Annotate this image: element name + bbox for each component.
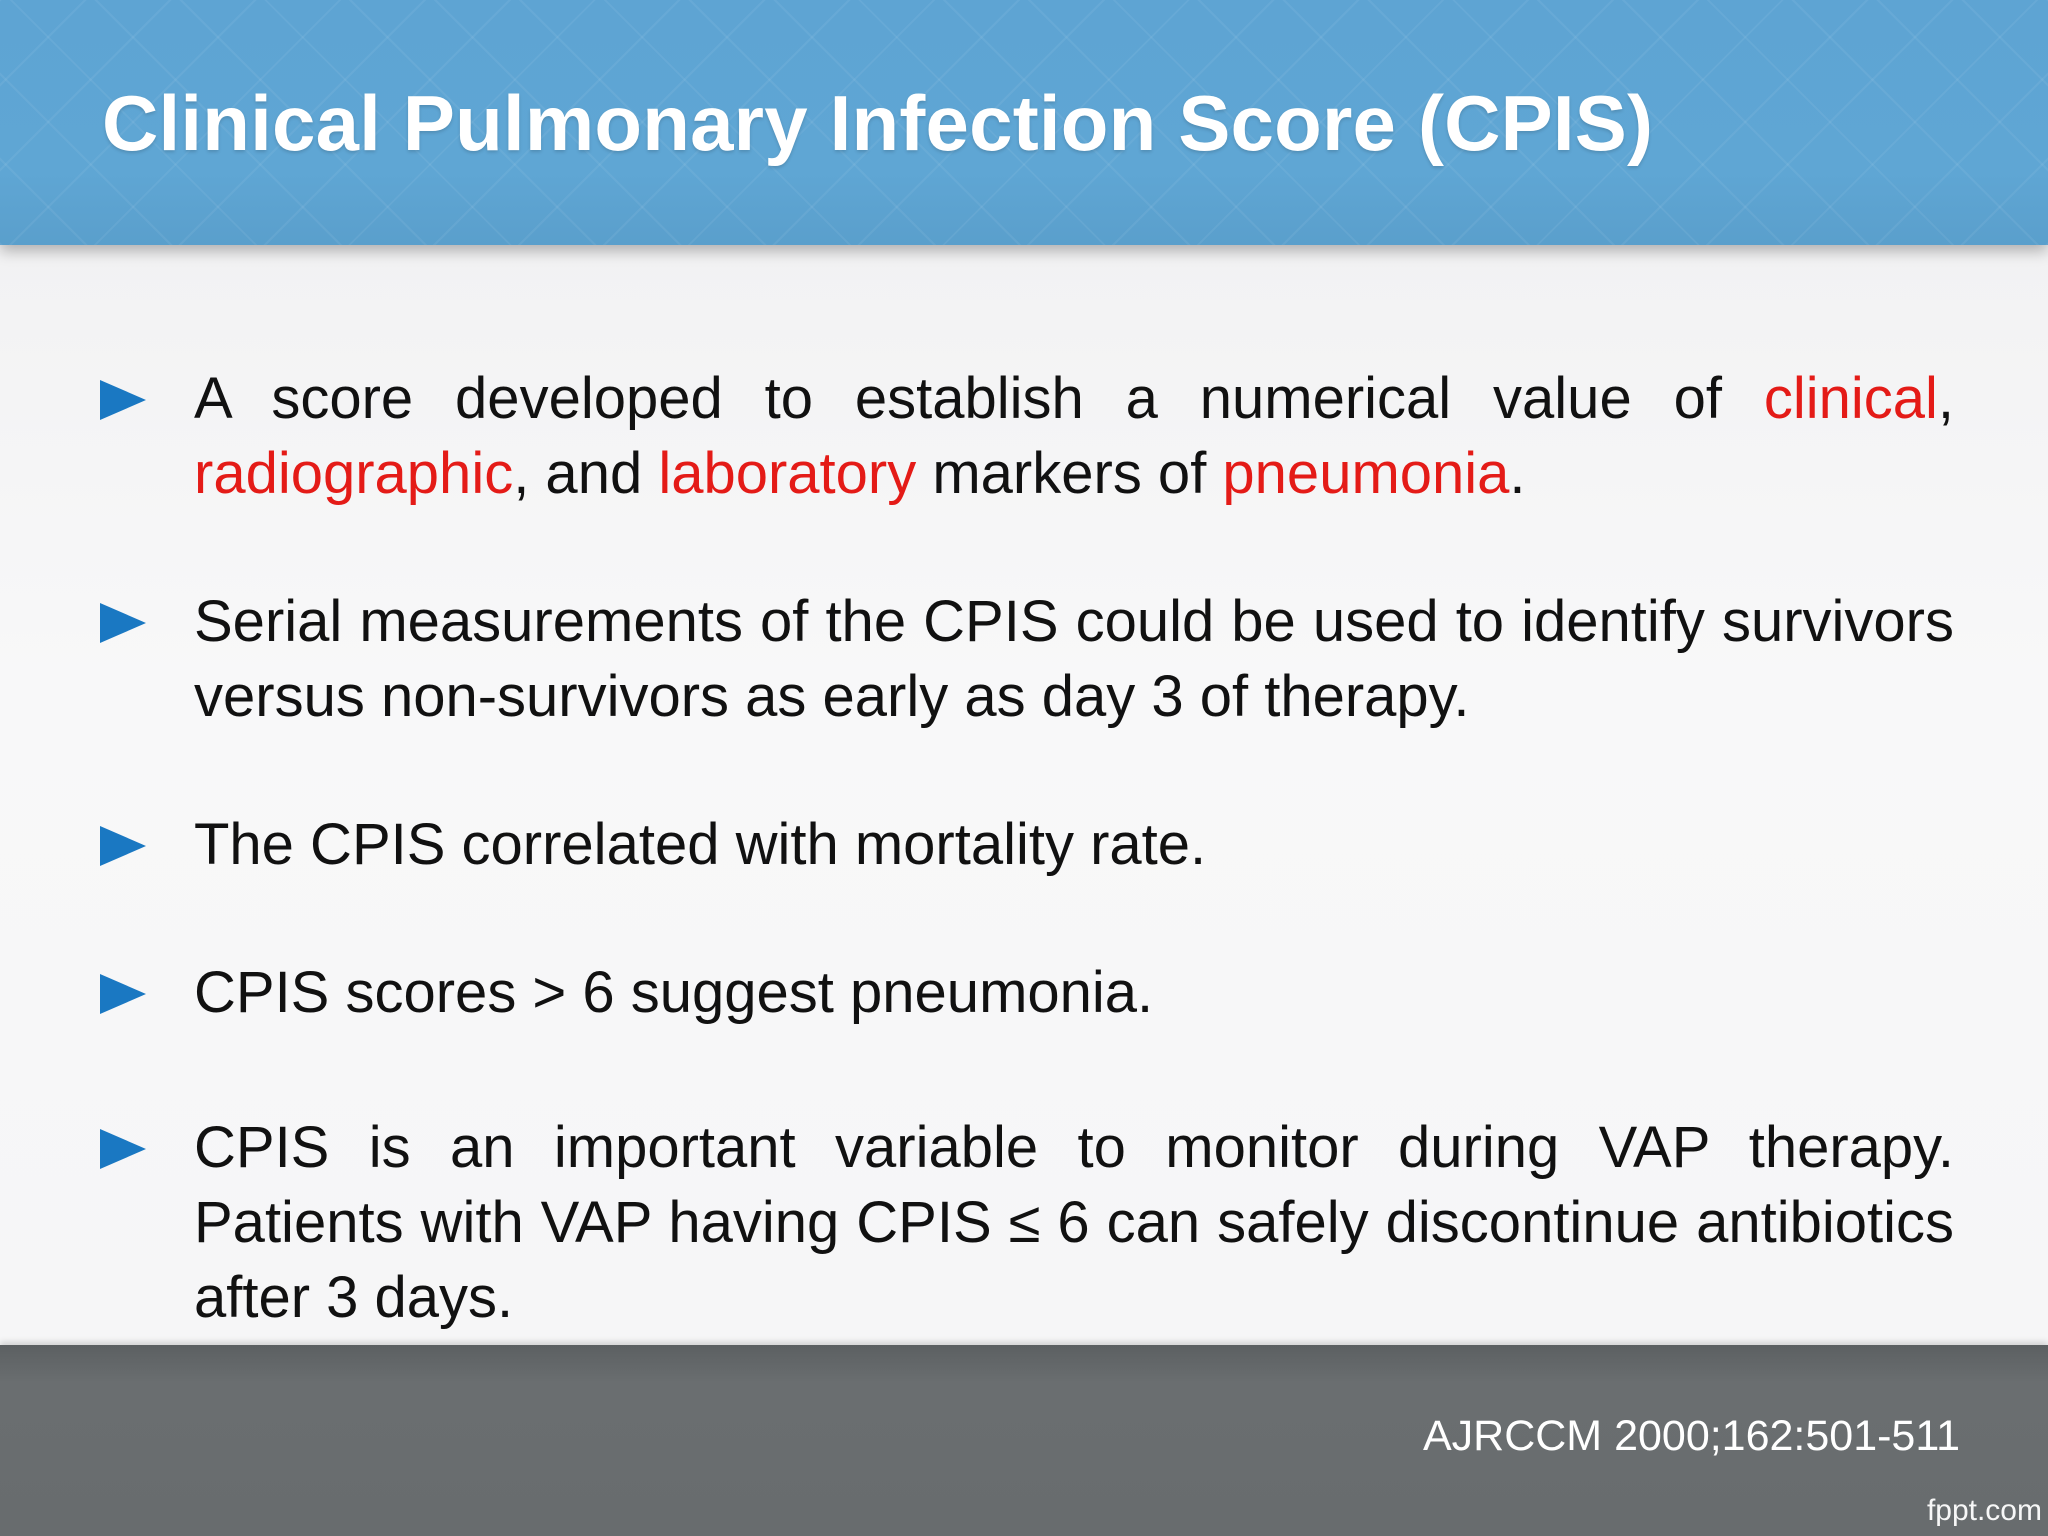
text-segment: , <box>1937 366 1954 431</box>
text-segment: A score developed to establish a numerical value of <box>194 366 1764 431</box>
slide-body <box>0 245 2048 1345</box>
emphasis-text-pneumonia: pneumonia <box>1222 441 1510 506</box>
emphasis-text-radiographic: radiographic <box>194 441 514 506</box>
bullet-text <box>194 1110 1954 1335</box>
text-segment: markers of <box>916 441 1223 506</box>
title-bar <box>0 0 2048 245</box>
text-segment: Serial measurements of the CPIS could be used to identify survivors versus non-survivors as early as day 3 of therapy. <box>194 589 1954 729</box>
bullet-text <box>194 807 1954 882</box>
text-segment: CPIS scores > 6 suggest pneumonia. <box>194 960 1154 1025</box>
emphasis-text-clinical: clinical <box>1763 366 1938 431</box>
footer-bar <box>0 1345 2048 1536</box>
right-triangle-icon <box>100 974 146 1014</box>
text-segment: , and <box>513 441 659 506</box>
bullet-text <box>194 584 1954 734</box>
watermark-text: fppt.com <box>1926 1494 2042 1527</box>
text-segment: . <box>1509 441 1526 506</box>
bullet-text <box>194 361 1954 511</box>
citation-text: AJRCCM 2000;162:501-511 <box>1422 1412 1960 1460</box>
bullet-text <box>194 955 1954 1030</box>
slide-title: Clinical Pulmonary Infection Score (CPIS) <box>102 79 1654 167</box>
right-triangle-icon <box>100 826 146 866</box>
right-triangle-icon <box>100 380 146 420</box>
text-segment: The CPIS correlated with mortality rate. <box>194 812 1207 877</box>
right-triangle-icon <box>100 1129 146 1169</box>
text-segment: CPIS is an important variable to monitor during VAP therapy. Patients with VAP having CPIS ≤ 6 can safely discontinue antibiotics after 3 days. <box>194 1115 1954 1330</box>
right-triangle-icon <box>100 603 146 643</box>
emphasis-text-laboratory: laboratory <box>658 441 917 506</box>
